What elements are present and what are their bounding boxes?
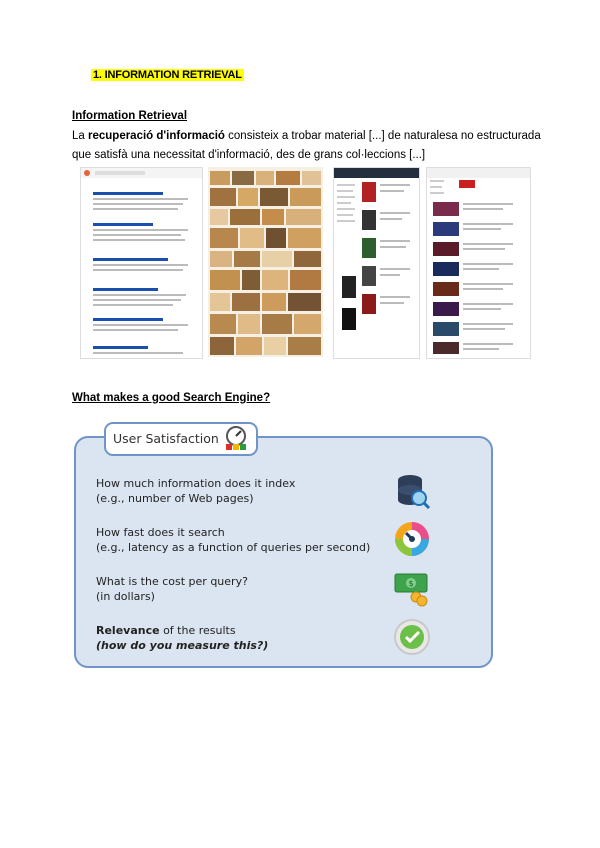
search-results-screenshot: [80, 167, 203, 359]
criterion-line2: (how do you measure this?): [96, 639, 269, 652]
intro-paragraph: [72, 127, 542, 165]
criterion-line2: (in dollars): [96, 590, 155, 603]
speedometer-icon: [392, 519, 432, 559]
criterion-line2: (e.g., number of Web pages): [96, 492, 254, 505]
svg-text:$: $: [408, 579, 414, 588]
shopping-results-screenshot: [333, 167, 420, 359]
criterion-line2: (e.g., latency as a function of queries per second): [96, 541, 371, 554]
paragraph-bold-term: recuperació d'informació: [88, 130, 225, 142]
criterion-line1: [96, 623, 268, 638]
money-icon: [392, 568, 432, 608]
database-search-icon: [392, 471, 432, 511]
criterion-bold-term: Relevance: [96, 624, 160, 637]
criterion-line1-rest: of the results: [159, 624, 236, 637]
user-satisfaction-title: User Satisfaction: [113, 431, 219, 446]
section-heading: 1. INFORMATION RETRIEVAL: [93, 69, 242, 81]
checkmark-badge-icon: [392, 617, 432, 657]
image-results-screenshot: [208, 167, 323, 357]
subsection-title: Information Retrieval: [72, 110, 188, 122]
criterion-index-size: [96, 476, 295, 506]
video-results-screenshot: [426, 167, 531, 359]
criterion-line1: How fast does it search: [96, 526, 225, 539]
satisfaction-gauge-icon: [222, 424, 250, 452]
paragraph-lead: La: [72, 130, 88, 142]
question-heading: What makes a good Search Engine?: [72, 392, 271, 404]
criterion-line1: What is the cost per query?: [96, 575, 248, 588]
paragraph-rest: consisteix a trobar material [...] de naturalesa no estructurada que satisfà una necessitat d'informació, des de grans col·leccions [...]: [72, 130, 541, 161]
criterion-search-speed: [96, 525, 370, 555]
criterion-line1: How much information does it index: [96, 477, 296, 490]
criterion-relevance: [96, 623, 268, 653]
criterion-cost-per-query: [96, 574, 248, 604]
